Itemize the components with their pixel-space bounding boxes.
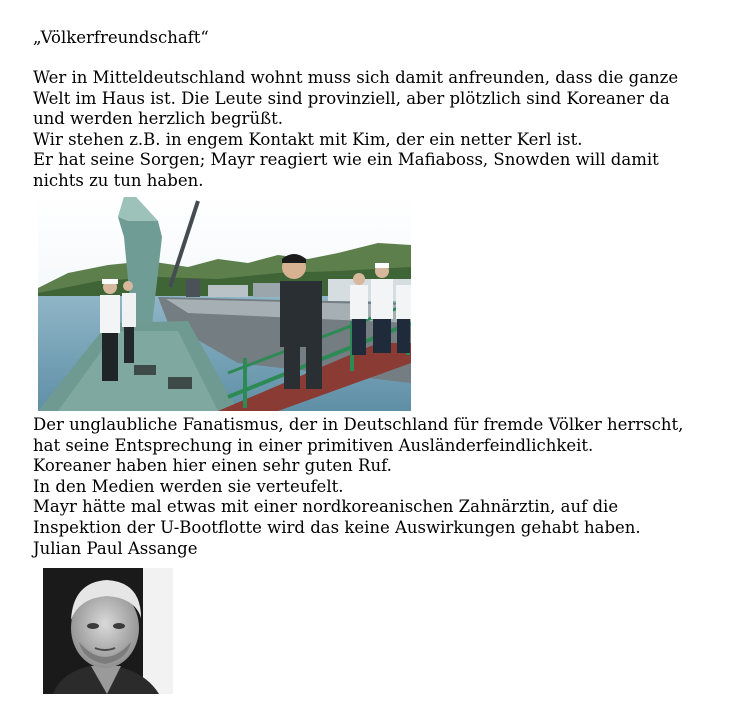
paragraph-line: Der unglaubliche Fanatismus, der in Deutschland für fremde Völker herrscht, (33, 415, 684, 434)
paragraph-line: Inspektion der U-Bootflotte wird das keine Auswirkungen gehabt haben. (33, 518, 641, 537)
paragraph-line: Wer in Mitteldeutschland wohnt muss sich damit anfreunden, dass die ganze (33, 68, 679, 87)
signature: Julian Paul Assange (33, 539, 198, 558)
paragraph-line: Welt im Haus ist. Die Leute sind provinziell, aber plötzlich sind Koreaner da (33, 89, 670, 108)
document-title: „Völkerfreundschaft“ (33, 28, 209, 47)
paragraph-line: In den Medien werden sie verteufelt. (33, 477, 344, 496)
submarine-inspection-photo (38, 193, 411, 411)
paragraph-line: Mayr hätte mal etwas mit einer nordkoreanischen Zahnärztin, auf die (33, 497, 619, 516)
paragraph-line: und werden herzlich begrüßt. (33, 109, 283, 128)
paragraph-line: Koreaner haben hier einen sehr guten Ruf. (33, 456, 392, 475)
paragraph-line: nichts zu tun haben. (33, 171, 204, 190)
paragraph-line: hat seine Entsprechung in einer primitiven Ausländerfeindlichkeit. (33, 436, 594, 455)
paragraph-line: Wir stehen z.B. in engem Kontakt mit Kim, der ein netter Kerl ist. (33, 130, 583, 149)
author-portrait (43, 568, 173, 694)
paragraph-line: Er hat seine Sorgen; Mayr reagiert wie ein Mafiaboss, Snowden will damit (33, 150, 659, 169)
